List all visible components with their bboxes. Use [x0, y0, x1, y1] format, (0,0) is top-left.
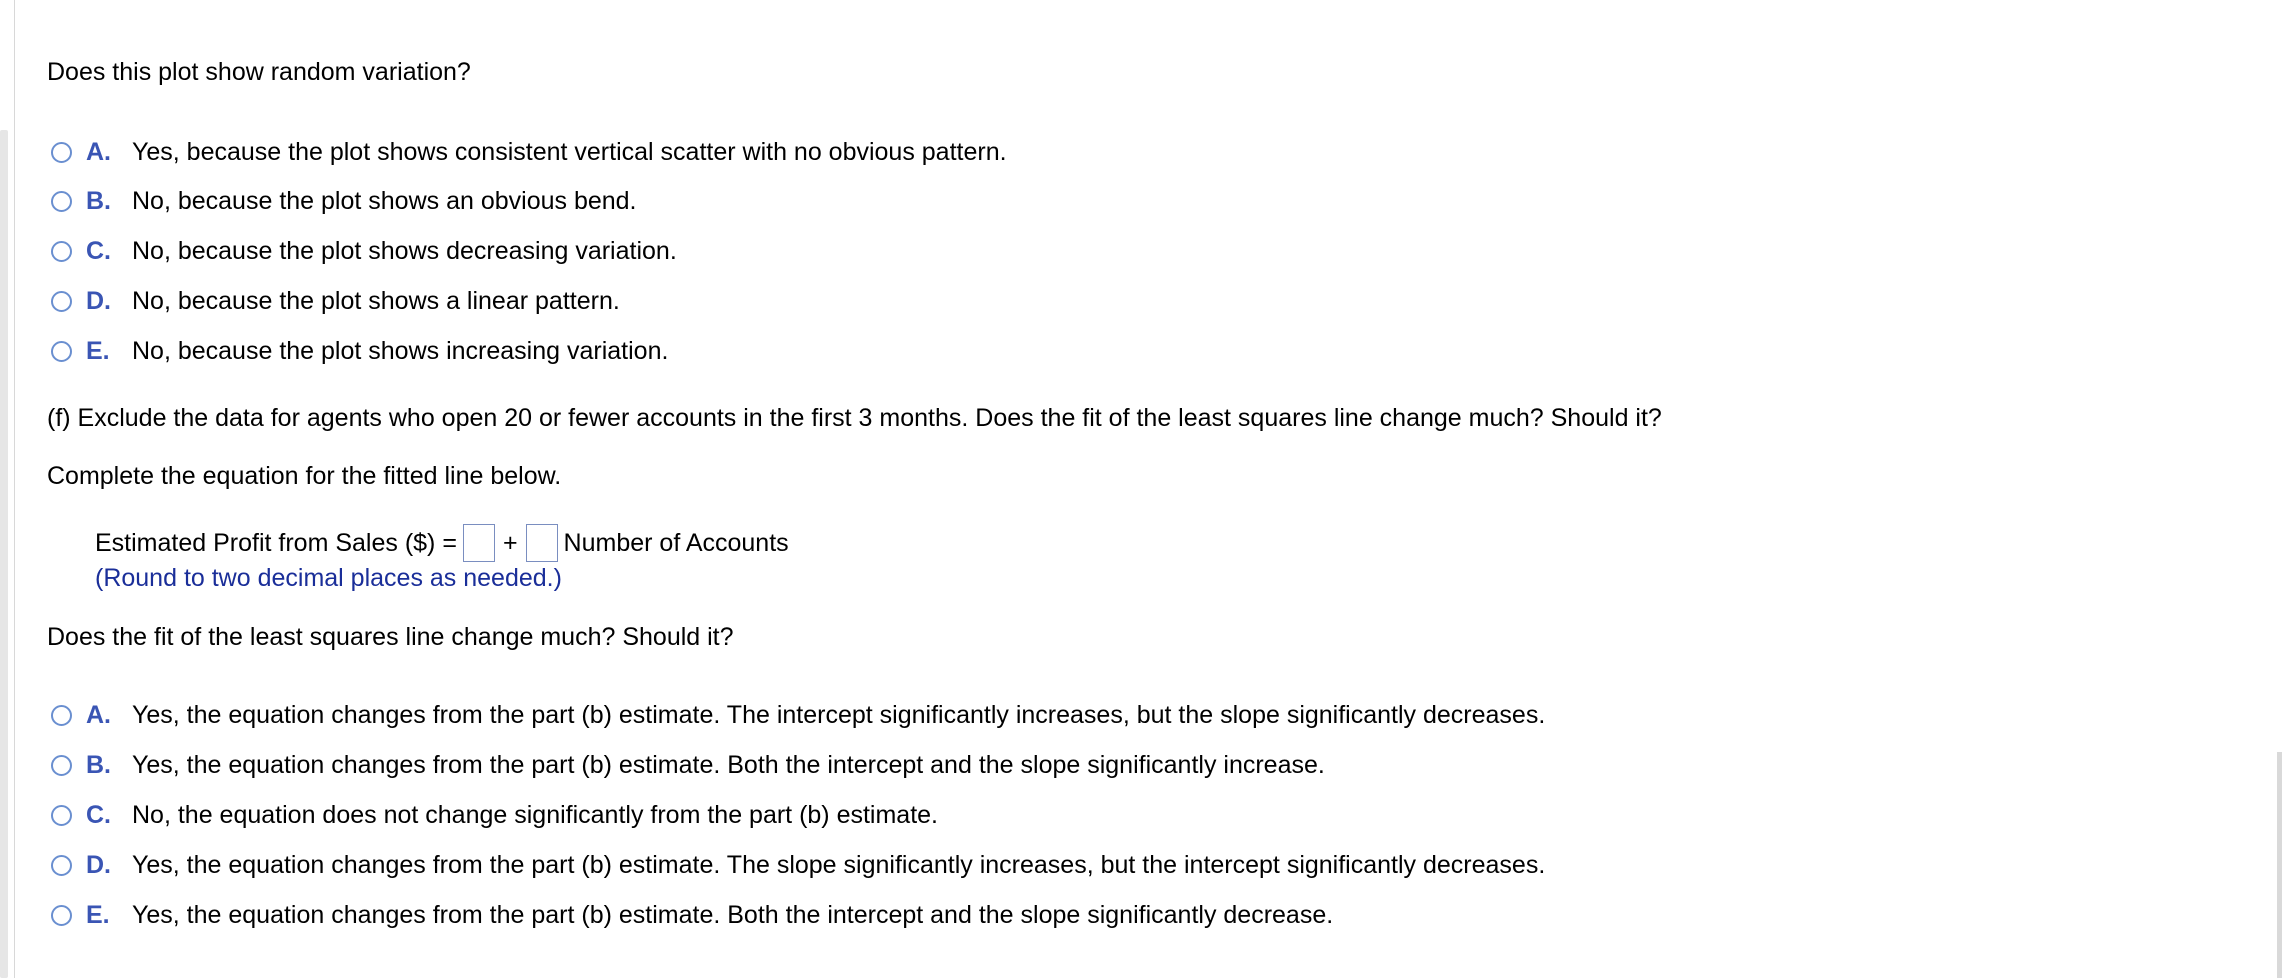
- option-text: No, because the plot shows an obvious bend.: [132, 187, 637, 215]
- option-letter: C.: [86, 801, 111, 829]
- intercept-answer-box[interactable]: [463, 524, 495, 562]
- equation-rhs: Number of Accounts: [563, 529, 789, 557]
- radio-button-icon[interactable]: [51, 341, 72, 362]
- option-random-variation-a[interactable]: [51, 137, 1007, 167]
- radio-button-icon[interactable]: [51, 905, 72, 926]
- option-letter: B.: [86, 751, 111, 779]
- option-text: No, because the plot shows increasing variation.: [132, 337, 669, 365]
- option-text: No, because the plot shows a linear pattern.: [132, 287, 620, 315]
- option-random-variation-e[interactable]: [51, 336, 668, 366]
- left-scrollbar[interactable]: [0, 0, 15, 978]
- option-text: Yes, the equation changes from the part (b) estimate. Both the intercept and the slope significantly decrease.: [132, 901, 1334, 929]
- question-random-variation: Does this plot show random variation?: [47, 58, 471, 86]
- option-fit-change-b[interactable]: [51, 750, 1325, 780]
- left-scrollbar-thumb[interactable]: [0, 130, 8, 978]
- question-fit-change: Does the fit of the least squares line change much? Should it?: [47, 623, 734, 651]
- radio-button-icon[interactable]: [51, 241, 72, 262]
- option-letter: E.: [86, 337, 110, 365]
- option-letter: B.: [86, 187, 111, 215]
- equation-lhs: Estimated Profit from Sales ($) =: [95, 529, 457, 557]
- option-fit-change-a[interactable]: [51, 700, 1545, 730]
- option-letter: C.: [86, 237, 111, 265]
- fitted-line-equation: [95, 524, 789, 562]
- option-random-variation-c[interactable]: [51, 236, 677, 266]
- radio-button-icon[interactable]: [51, 142, 72, 163]
- part-f-prompt: (f) Exclude the data for agents who open 20 or fewer accounts in the first 3 months. Does the fit of the least squares line change much? Should it?: [47, 404, 1662, 432]
- option-fit-change-e[interactable]: [51, 900, 1333, 930]
- option-text: Yes, the equation changes from the part (b) estimate. The slope significantly increases, but the intercept significantly decreases.: [132, 851, 1546, 879]
- option-text: Yes, because the plot shows consistent vertical scatter with no obvious pattern.: [132, 138, 1007, 166]
- option-letter: E.: [86, 901, 110, 929]
- slope-answer-box[interactable]: [526, 524, 558, 562]
- rounding-hint: (Round to two decimal places as needed.): [95, 564, 562, 592]
- option-letter: D.: [86, 851, 111, 879]
- option-text: Yes, the equation changes from the part (b) estimate. The intercept significantly increases, but the slope significantly decreases.: [132, 701, 1546, 729]
- radio-button-icon[interactable]: [51, 705, 72, 726]
- option-letter: A.: [86, 138, 111, 166]
- right-scrollbar-thumb[interactable]: [2277, 752, 2282, 978]
- option-fit-change-c[interactable]: [51, 800, 938, 830]
- radio-button-icon[interactable]: [51, 855, 72, 876]
- option-text: No, because the plot shows decreasing variation.: [132, 237, 677, 265]
- option-text: No, the equation does not change significantly from the part (b) estimate.: [132, 801, 939, 829]
- radio-button-icon[interactable]: [51, 191, 72, 212]
- radio-button-icon[interactable]: [51, 755, 72, 776]
- option-fit-change-d[interactable]: [51, 850, 1545, 880]
- complete-equation-prompt: Complete the equation for the fitted line below.: [47, 462, 562, 490]
- option-letter: D.: [86, 287, 111, 315]
- option-random-variation-b[interactable]: [51, 186, 637, 216]
- radio-button-icon[interactable]: [51, 805, 72, 826]
- option-letter: A.: [86, 701, 111, 729]
- option-random-variation-d[interactable]: [51, 286, 620, 316]
- radio-button-icon[interactable]: [51, 291, 72, 312]
- option-text: Yes, the equation changes from the part (b) estimate. Both the intercept and the slope significantly increase.: [132, 751, 1325, 779]
- right-scrollbar[interactable]: [2276, 0, 2282, 978]
- equation-plus: +: [502, 529, 518, 557]
